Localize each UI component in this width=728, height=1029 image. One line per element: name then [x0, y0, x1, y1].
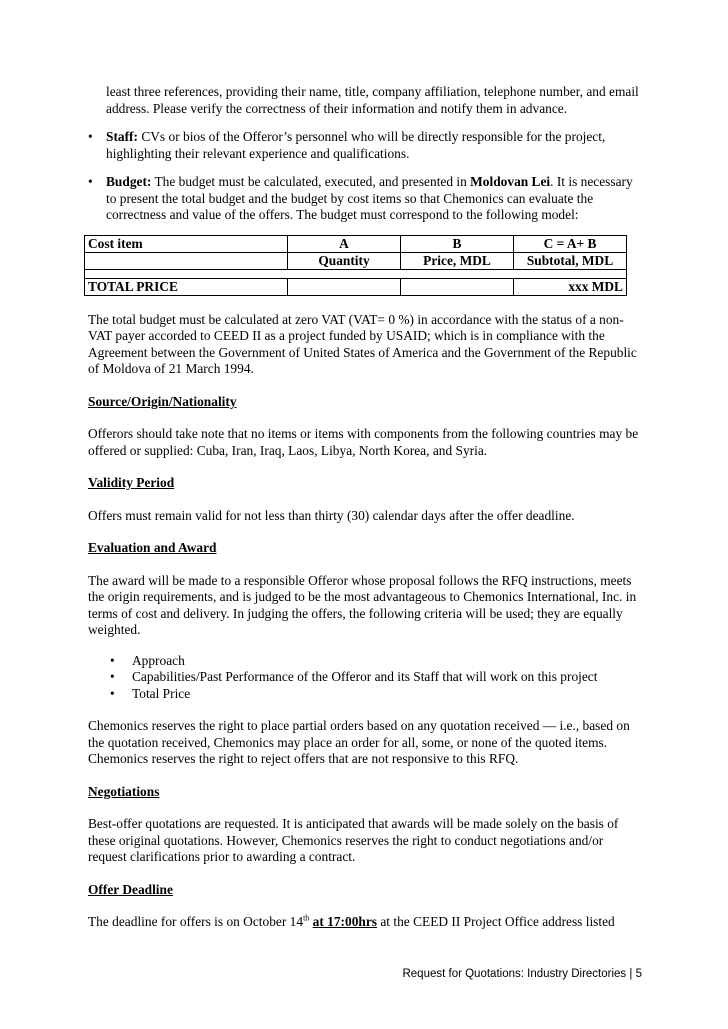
origin-text: Offerors should take note that no items or items with components from the following countries may be offered or supplied: Cuba, Iran, Iraq, Laos, Libya, North Korea, and Syria. — [88, 426, 639, 458]
list-item: • Total Price — [110, 685, 191, 701]
total-price-label: TOTAL PRICE — [85, 278, 288, 295]
bullet-dot-icon: • — [110, 685, 115, 701]
table-total-row — [85, 278, 627, 295]
budget-currency: Moldovan Lei — [470, 174, 551, 189]
document-page — [88, 84, 640, 931]
footer-separator: | — [629, 968, 633, 980]
negotiations-heading: Negotiations — [88, 783, 160, 799]
staff-bullet — [88, 129, 640, 162]
list-item: • Capabilities/Past Performance of the Offeror and its Staff that will work on this project — [110, 669, 598, 684]
bullet-dot-icon: • — [110, 652, 115, 668]
total-price-value: xxx MDL — [514, 278, 627, 295]
references-continuation: least three references, providing their name, title, company affiliation, telephone number, and email address. Please verify the correctness of their information and notify them in advance. — [106, 84, 639, 116]
bullet-dot-icon: • — [110, 669, 115, 684]
validity-text: Offers must remain valid for not less than thirty (30) calendar days after the offer deadline. — [88, 507, 575, 523]
table-subheader-row — [85, 252, 627, 269]
table-empty-row — [85, 269, 627, 278]
budget-text-before: The budget must be calculated, executed, and presented in — [151, 174, 471, 189]
bullet-dot-icon: • — [88, 174, 93, 189]
evaluation-heading: Evaluation and Award — [88, 540, 217, 555]
header-quantity: Quantity — [288, 252, 401, 269]
header-c-letter: C = A+ B — [514, 235, 627, 252]
header-a-letter: A — [288, 235, 401, 252]
page-number: 5 — [635, 968, 642, 980]
staff-text: CVs or bios of the Offeror’s personnel who will be directly responsible for the project, highlighting their relevant experience and qualifications. — [106, 129, 606, 161]
header-subtotal: Subtotal, MDL — [514, 252, 627, 269]
header-price: Price, MDL — [401, 252, 514, 269]
staff-label: Staff: — [106, 129, 138, 144]
origin-heading: Source/Origin/Nationality — [88, 393, 237, 409]
bullet-dot-icon: • — [88, 129, 93, 144]
criteria-list — [88, 653, 640, 703]
deadline-heading: Offer Deadline — [88, 881, 173, 897]
table-header-row — [85, 235, 627, 252]
partial-orders-text: Chemonics reserves the right to place partial orders based on any quotation received — i.e., based on the quotation received, Chemonics may place an order for all, some, or none of the quoted items. Chemonics reserves the right to reject offers that are not responsive to this RFQ. — [88, 718, 630, 766]
budget-text-after: . It is necessary to present the total budget and the budget by cost items so that Chemonics can evaluate the correctness and value of the offers. The budget must correspond to the following model: — [106, 174, 633, 222]
empty-cell — [85, 252, 288, 269]
deadline-time: at 17:00hrs — [312, 914, 378, 929]
vat-paragraph: The total budget must be calculated at zero VAT (VAT= 0 %) in accordance with the status of a non-VAT payer accorded to CEED II as a project funded by USAID; which is in compliance with the Agreement between the Government of United States of America and the Government of the Republic of Moldova of 21 March 1994. — [88, 311, 637, 376]
evaluation-text: The award will be made to a responsible Offeror whose proposal follows the RFQ instructions, meets the origin requirements, and is judged to be the most advantageous to Chemonics International, Inc. in terms of cost and delivery. In judging the offers, the following criteria will be used; they are equally weighted. — [88, 572, 637, 637]
deadline-text: The deadline for offers is on October 14th at 17:00hrs at the CEED II Project Office address listed — [88, 913, 615, 929]
header-b-letter: B — [401, 235, 514, 252]
header-cost-item: Cost item — [85, 235, 288, 252]
list-item: • Approach — [110, 652, 185, 668]
footer-title: Request for Quotations: Industry Directories — [402, 968, 627, 980]
negotiations-text: Best-offer quotations are requested. It is anticipated that awards will be made solely on the basis of these original quotations. However, Chemonics reserves the right to conduct negotiations and/or request clarifications prior to awarding a contract. — [88, 816, 619, 864]
validity-heading: Validity Period — [88, 475, 175, 490]
budget-table — [84, 235, 627, 296]
empty-cell — [85, 269, 627, 278]
empty-cell — [288, 278, 401, 295]
empty-cell — [401, 278, 514, 295]
budget-label: Budget: — [106, 174, 152, 189]
page-footer — [402, 968, 642, 980]
budget-bullet — [88, 174, 640, 224]
